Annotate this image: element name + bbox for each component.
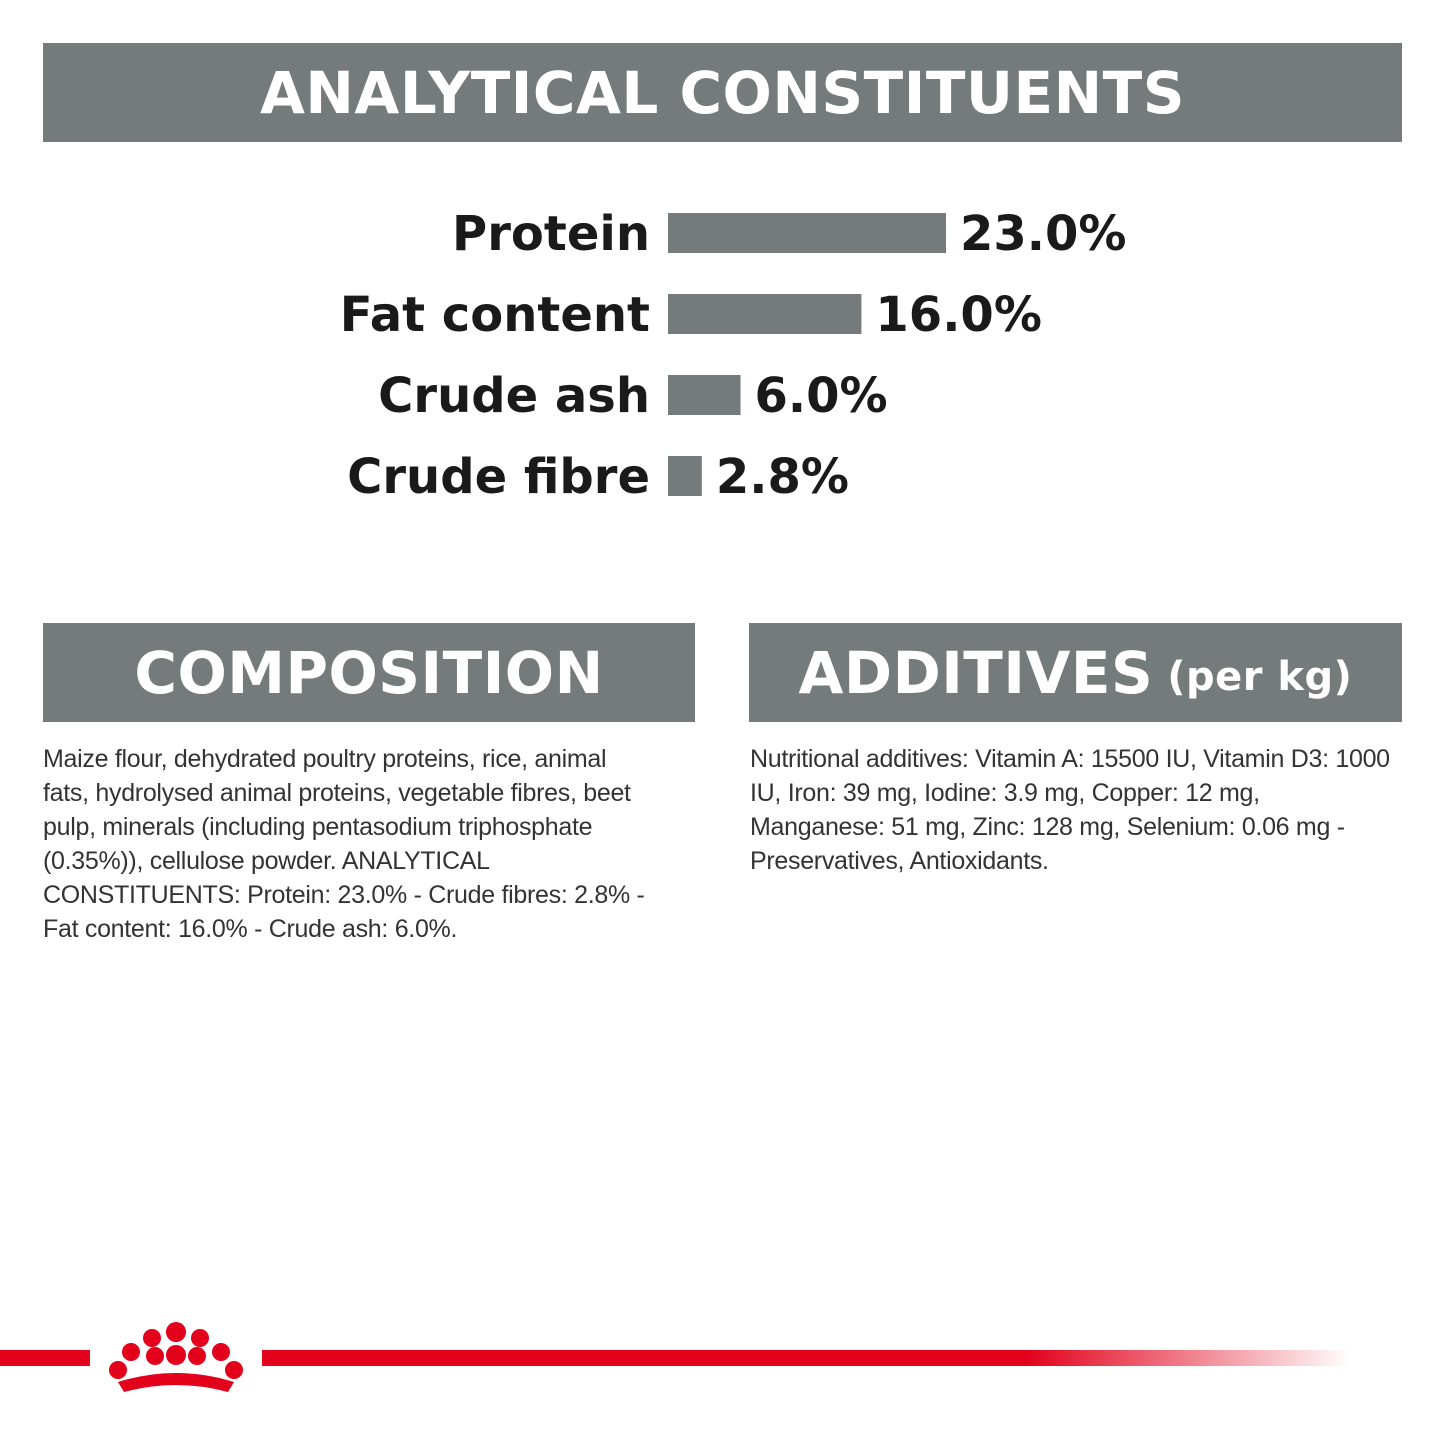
additives-heading: ADDITIVES bbox=[798, 638, 1154, 707]
category-label-protein: Protein bbox=[452, 206, 650, 262]
bar-protein bbox=[668, 213, 946, 253]
value-label-fat-content: 16.0% bbox=[875, 287, 1042, 343]
composition-text: Maize flour, dehydrated poultry proteins, rice, animal fats, hydrolysed animal proteins, vegetable fibres, beet pulp, minerals (including pentasodium triphosphate (0.35%)), cellulose powder. ANALYTICAL CONSTITUENTS: Protein: 23.0% - Crude fibres: 2.8% - Fat content: 16.0% - Crude ash: 6.0%. bbox=[43, 745, 645, 943]
additives-heading-sub: (per kg) bbox=[1167, 653, 1353, 700]
bar-crude-fibre bbox=[668, 456, 702, 496]
category-label-fat-content: Fat content bbox=[339, 287, 650, 343]
crown-logo-icon bbox=[109, 1322, 243, 1392]
brand-line-right bbox=[262, 1350, 1352, 1366]
bar-crude-ash bbox=[668, 375, 741, 415]
value-label-crude-fibre: 2.8% bbox=[715, 449, 849, 505]
analytical-constituents-chart bbox=[0, 190, 1445, 530]
value-label-crude-ash: 6.0% bbox=[754, 368, 888, 424]
brand-strip bbox=[0, 1300, 1445, 1400]
composition-banner bbox=[43, 623, 695, 722]
bar-fat-content bbox=[668, 294, 861, 334]
value-label-protein: 23.0% bbox=[960, 206, 1127, 262]
category-label-crude-fibre: Crude fibre bbox=[347, 449, 650, 505]
category-label-crude-ash: Crude ash bbox=[378, 368, 650, 424]
analytical-constituents-heading: ANALYTICAL CONSTITUENTS bbox=[260, 58, 1185, 127]
additives-text: Nutritional additives: Vitamin A: 15500 IU, Vitamin D3: 1000 IU, Iron: 39 mg, Iodine: 3.9 mg, Copper: 12 mg, Manganese: 51 mg, Zinc: 128 mg, Selenium: 0.06 mg - Preservatives, Antioxidants. bbox=[750, 745, 1390, 875]
composition-heading: COMPOSITION bbox=[134, 638, 604, 707]
brand-line-left bbox=[0, 1350, 90, 1366]
analytical-constituents-banner bbox=[43, 43, 1402, 142]
additives-banner bbox=[749, 623, 1402, 722]
